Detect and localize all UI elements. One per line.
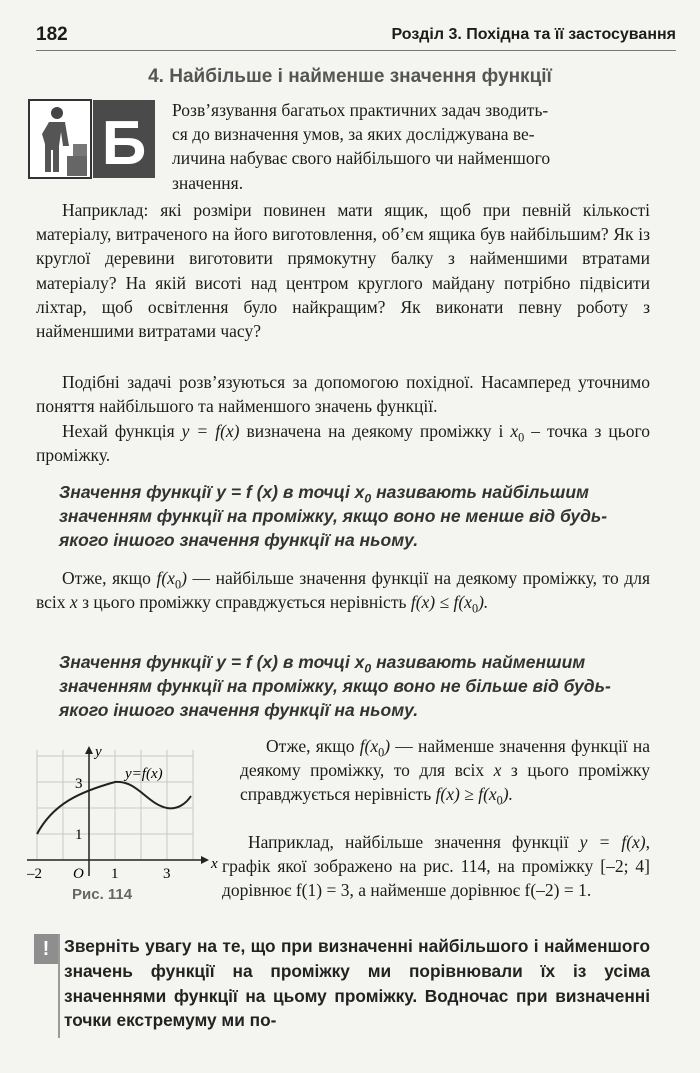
math-sub: 0 bbox=[378, 745, 385, 760]
let-paragraph bbox=[36, 419, 650, 467]
similar-text: Подібні задачі розв’язуються за допомогою похідної. Насамперед уточнимо поняття найбільшого та найменшого значень функції. bbox=[36, 372, 650, 417]
text: Значення функції y = f (x) в точці x bbox=[59, 482, 365, 502]
section-title: 4. Найбільше і найменше значення функції bbox=[148, 66, 552, 87]
text: Отже, якщо bbox=[266, 736, 360, 756]
math-sub: 0 bbox=[364, 491, 372, 506]
text: , графік якої зображено на рис. 114, на проміжку [–2; 4] дорівнює f(1) = 3, а найменше дорівнює f(–2) = 1. bbox=[222, 832, 650, 901]
math: x bbox=[510, 421, 519, 441]
chapter-title: Розділ 3. Похідна та її застосування bbox=[391, 26, 676, 43]
logo-letter: Б bbox=[101, 109, 147, 178]
text: з цього проміжку справджується нерівність bbox=[77, 592, 411, 613]
math: ) bbox=[384, 736, 391, 756]
example2-paragraph bbox=[222, 830, 650, 903]
math: x bbox=[69, 592, 78, 613]
math: x bbox=[493, 760, 502, 781]
origin-label: O bbox=[73, 866, 84, 882]
note-paragraph: Зверніть увагу на те, що при визначенні найбільшого і найменшого значень функції на проміжку ми порівнювали їх із усіма значеннями функції на цьому проміжку. Водночас при визначенні точки екстремуму ми по- bbox=[64, 936, 650, 1031]
x-tick-label: 3 bbox=[163, 866, 171, 882]
text: — найменше значення функції на деякому проміжку, то для всіх bbox=[240, 736, 650, 781]
text: Нехай функція bbox=[62, 421, 182, 441]
max-paragraph bbox=[36, 566, 650, 614]
x-tick-label: 1 bbox=[111, 866, 119, 882]
math: ) bbox=[181, 568, 187, 588]
example-paragraph bbox=[36, 198, 650, 343]
level-b-icon bbox=[27, 98, 157, 180]
math: ). bbox=[478, 592, 489, 613]
text: називають найменшим значенням функції на проміжку, якщо воно не більше від будь-якого іншого значення функції на ньому. bbox=[59, 652, 611, 721]
page-number: 182 bbox=[36, 24, 68, 45]
math-sub: 0 bbox=[496, 793, 503, 808]
min-paragraph bbox=[240, 734, 650, 807]
x-axis-arrow bbox=[201, 856, 209, 864]
example-text: Наприклад: які розміри повинен мати ящик, щоб при певній кількості матеріалу, витраченого на його виготовлення, об’єм ящика був найбільшим? Як із круглої деревини виготовити прямокутну балку з найменшими втратами матеріалу? На якій висоті над центром круглого майдану потрібно підвісити ліхтар, щоб освітлення було найкращим? Як виконати певну роботу з найменшими витратами часу? bbox=[36, 200, 650, 342]
math: f(x) ≥ f(x bbox=[435, 784, 497, 805]
page-header bbox=[36, 24, 676, 51]
text: – точка з цього проміжку. bbox=[36, 421, 650, 466]
y-axis-arrow bbox=[85, 746, 93, 754]
intro-line: значення. bbox=[172, 172, 244, 193]
intro-line: ся до визначення умов, за яких досліджувана ве- bbox=[172, 124, 535, 145]
math-sub: 0 bbox=[174, 577, 182, 592]
function-label: y=f(x) bbox=[125, 766, 163, 782]
function-graph bbox=[27, 742, 227, 882]
intro-paragraph bbox=[172, 98, 650, 195]
math-sub: 0 bbox=[518, 430, 525, 445]
math-sub: 0 bbox=[364, 661, 372, 676]
math: f(x bbox=[359, 736, 379, 756]
intro-line: личина набуває свого найбільшого чи найменшого bbox=[172, 148, 551, 169]
text: Наприклад, найбільше значення функції bbox=[248, 832, 580, 852]
definition-max bbox=[59, 480, 649, 553]
text: з цього проміжку справджується нерівність bbox=[240, 760, 650, 805]
math: f(x) ≤ f(x bbox=[410, 592, 472, 613]
figure-caption: Рис. 114 bbox=[72, 886, 133, 903]
definition-min bbox=[59, 650, 649, 723]
y-tick-label: 3 bbox=[75, 776, 83, 792]
text: визначена на деякому проміжку і bbox=[239, 421, 511, 441]
math: f(x bbox=[156, 568, 175, 588]
y-tick-label: 1 bbox=[75, 827, 83, 843]
x-axis-label: x bbox=[211, 856, 218, 872]
attention-icon: ! bbox=[34, 934, 58, 964]
text: називають найбільшим значенням функції на проміжку, якщо воно не менше від будь-якого іншого значення функції на ньому. bbox=[59, 482, 608, 551]
similar-paragraph bbox=[36, 370, 650, 418]
math: ). bbox=[502, 784, 513, 805]
math: y = f(x) bbox=[181, 421, 240, 441]
text: Значення функції y = f (x) в точці x bbox=[59, 652, 365, 672]
text: — найбільше значення функції на деякому проміжку, то для всіх bbox=[36, 568, 650, 613]
y-axis-label: y bbox=[95, 744, 102, 760]
math: y = f(x) bbox=[579, 832, 646, 852]
intro-line: Розв’язування багатьох практичних задач зводить- bbox=[172, 100, 549, 120]
text: Отже, якщо bbox=[62, 568, 157, 588]
math-sub: 0 bbox=[471, 601, 479, 616]
note-bar bbox=[58, 934, 60, 1038]
x-tick-label: –2 bbox=[27, 866, 42, 882]
